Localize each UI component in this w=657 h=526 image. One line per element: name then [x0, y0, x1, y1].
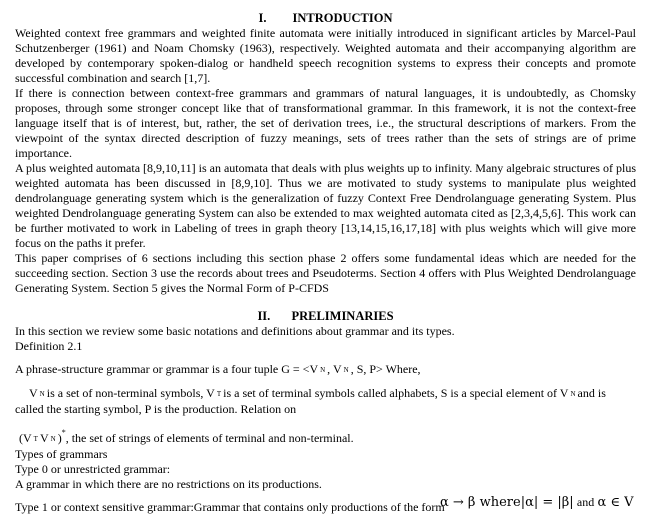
- intro-paragraph-3: A plus weighted automata [8,9,10,11] is an automata that deals with plus weights up to infinity. Many algebraic structures of plus weighted automata has been discussed in [8,9,10]. Thus we are motivated to study systems to manipulate plus weighted dendrolanguage generating system which is the generalization of fuzzy Context Free Dendrolanguage generating System. Plus weighted Dendrolanguage generating System can also be extended to max weighted automata cited as [2,3,4,5,6]. This work can be further motivated to work in Labeling of trees in graph theory [13,14,15,16,17,18] with plus weights which will give more focus on the paths it prefer.: [15, 161, 636, 250]
- strings-expression: (V T V N )*, the set of strings of elements of terminal and non-terminal.: [19, 428, 354, 445]
- starting-symbol-line: called the starting symbol, P is the production. Relation on: [15, 402, 297, 416]
- section-title: PRELIMINARIES: [291, 309, 394, 323]
- section-heading-introduction: [15, 10, 636, 26]
- phrase-structure-definition: A phrase-structure grammar or grammar is a four tuple G = <V N , V N , S, P> Where,: [15, 362, 421, 376]
- section-title: INTRODUCTION: [292, 11, 393, 25]
- type1-description: Type 1 or context sensitive grammar:Grammar that contains only productions of the form: [15, 500, 445, 514]
- intro-paragraph-4: This paper comprises of 6 sections including this section phase 2 offers some fundamental ideas which are needed for the succeeding section. Section 3 use the records about trees and Pseudoterms. Section 4 offers with Plus Weighted Dendrolanguage Generating System. Section 5 gives the Normal Form of P-CFDS: [15, 251, 636, 295]
- definition-label: Definition 2.1: [15, 339, 83, 353]
- type1-row: [15, 495, 636, 515]
- type0-title: Type 0 or unrestricted grammar:: [15, 462, 171, 476]
- preliminaries-intro: In this section we review some basic notations and definitions about grammar and its types.: [15, 324, 455, 338]
- vn-vt-definition: V N is a set of non-terminal symbols, V T is a set of terminal symbols called alphabets, S is a special element of V N and is: [29, 386, 606, 400]
- section-heading-preliminaries: [15, 308, 636, 324]
- paper-page: [15, 10, 636, 515]
- type0-description: A grammar in which there are no restrictions on its productions.: [15, 477, 322, 491]
- types-of-grammars-title: Types of grammars: [15, 447, 108, 461]
- section-number: II.: [257, 309, 271, 323]
- intro-paragraph-2: If there is connection between context-free grammars and grammars of natural languages, it is undoubtedly, as Chomsky proposes, through some stronger concept like that of transformational grammar. In this framework, it is not the context-free language itself that is of interest, but, rather, the set of derivation trees, i.e., the structural descriptions of markers. From the viewpoint of the syntax directed description of fuzzy meanings, sets of trees rather than the sets of strings are of prime importance.: [15, 86, 636, 160]
- section-number: I.: [258, 11, 267, 25]
- intro-paragraph-1: Weighted context free grammars and weighted finite automata were initially introduced in significant articles by Marcel-Paul Schutzenberger (1961) and Noam Chomsky (1963), respectively. Weighted automata and their accompanying algorithm are developed by contemporary spoken-dialog or handheld speech recognition systems to express their concepts and promote successful combination and search [1,7].: [15, 26, 636, 85]
- type1-formula: α → β where|α| = |β| and α ∈ V: [440, 495, 634, 510]
